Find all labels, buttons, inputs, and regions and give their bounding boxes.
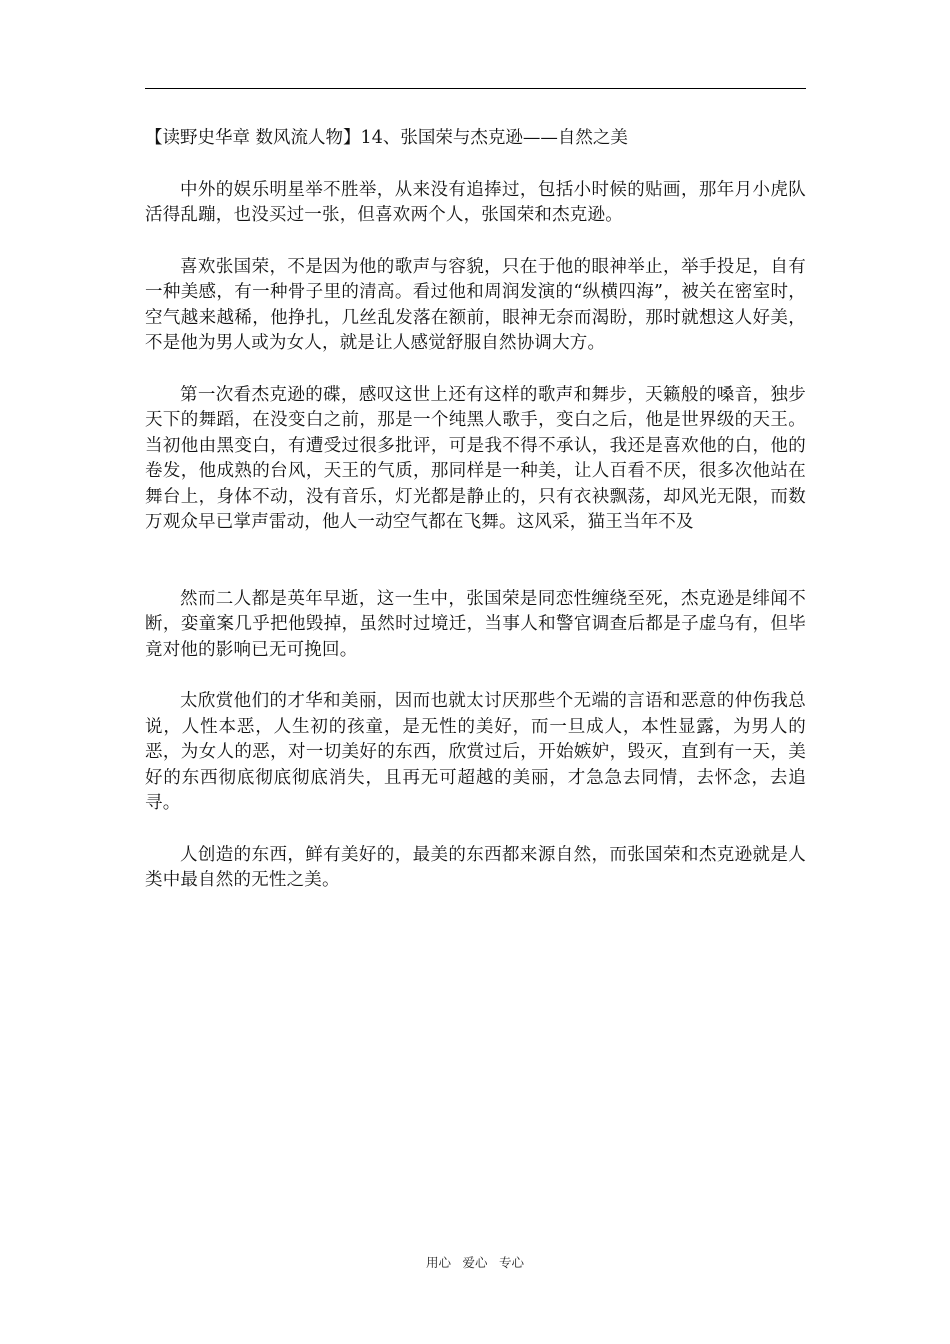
document-body (145, 126, 806, 920)
paragraph-4: 然而二人都是英年早逝，这一生中，张国荣是同恋性缠绕至死，杰克逊是绯闻不断，娈童案几乎把他毁掉，虽然时过境迁，当事人和警官调查后都是子虚乌有，但毕竟对他的影响已无可挽回。 (145, 588, 806, 660)
paragraph-6: 人创造的东西，鲜有美好的，最美的东西都来源自然，而张国荣和杰克逊就是人类中最自然的无性之美。 (145, 844, 806, 890)
page-footer: 用心 爱心 专心 (426, 1255, 524, 1270)
header-rule (145, 88, 806, 89)
paragraph-1: 中外的娱乐明星举不胜举，从来没有追捧过，包括小时候的贴画，那年月小虎队活得乱蹦，也没买过一张，但喜欢两个人，张国荣和杰克逊。 (145, 179, 806, 225)
document-title: 【读野史华章 数风流人物】14、张国荣与杰克逊——自然之美 (145, 128, 628, 148)
paragraph-2: 喜欢张国荣，不是因为他的歌声与容貌，只在于他的眼神举止，举手投足，自有一种美感，有一种骨子里的清高。看过他和周润发演的“纵横四海”，被关在密室时，空气越来越稀，他挣扎，几丝乱发落在额前，眼神无奈而渴盼，那时就想这人好美，不是他为男人或为女人，就是让人感觉舒服自然协调大方。 (145, 256, 806, 353)
paragraph-3: 第一次看杰克逊的碟，感叹这世上还有这样的歌声和舞步，天籁般的嗓音，独步天下的舞蹈，在没变白之前，那是一个纯黑人歌手，变白之后，他是世界级的天王。当初他由黑变白，有遭受过很多批评，可是我不得不承认，我还是喜欢他的白，他的卷发，他成熟的台风，天王的气质，那同样是一种美，让人百看不厌，很多次他站在舞台上，身体不动，没有音乐，灯光都是静止的，只有衣袂飘荡，却风光无限，而数万观众早已掌声雷动，他人一动空气都在飞舞。这风采，猫王当年不及 (145, 384, 806, 532)
paragraph-5: 太欣赏他们的才华和美丽，因而也就太讨厌那些个无端的言语和恶意的仲伤我总说，人性本恶，人生初的孩童，是无性的美好，而一旦成人，本性显露，为男人的恶，为女人的恶，对一切美好的东西，欣赏过后，开始嫉妒，毁灭，直到有一天，美好的东西彻底彻底彻底消失，且再无可超越的美丽，才急急去同情，去怀念，去追寻。 (145, 691, 806, 813)
